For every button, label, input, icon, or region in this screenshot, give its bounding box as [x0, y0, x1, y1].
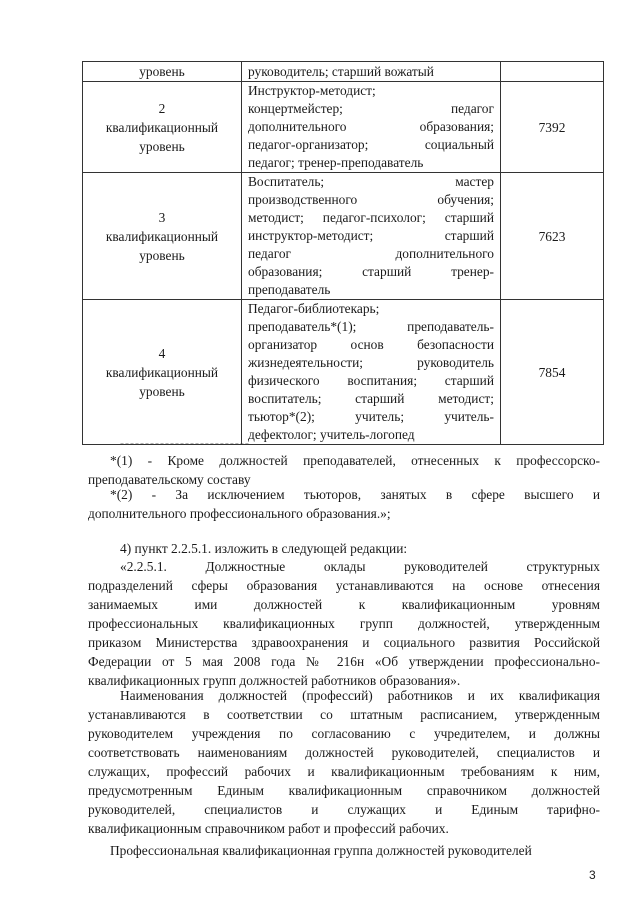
- positions-line: преподаватель: [248, 282, 331, 297]
- table-row: [83, 173, 604, 300]
- paragraph: [88, 686, 600, 838]
- positions-cell: [242, 62, 501, 82]
- paragraph-line: «2.2.5.1. Должностные оклады руководителей структурных: [120, 559, 600, 574]
- footnote-1-line: *(1) - Кроме должностей преподавателей, отнесенных к профессорско-: [110, 453, 600, 468]
- level-cell: [83, 173, 242, 300]
- paragraph-line: руководителей, специалистов и служащих и Единым тарифно-: [88, 802, 600, 817]
- level-line: квалификационный: [105, 364, 219, 380]
- page-number: 3: [589, 868, 596, 882]
- paragraph-line: соответствовать наименованиям должностей руководителей, специалистов и: [88, 745, 600, 760]
- positions-line: Педагог-библиотекарь;: [248, 301, 380, 316]
- level-line: уровень: [139, 138, 185, 154]
- salary-cell: 7854: [501, 300, 604, 445]
- positions-line: производственного обучения;: [248, 192, 494, 207]
- table-row: [83, 82, 604, 173]
- positions-line: педагог дополнительного: [248, 246, 494, 261]
- paragraph: [88, 557, 600, 690]
- footnote-2-line: дополнительного профессионального образования.»;: [88, 506, 391, 521]
- level-line: уровень: [139, 64, 185, 79]
- paragraph-line: руководителем учреждения по согласованию с учредителем, и должны: [88, 726, 600, 741]
- level-cell: [83, 62, 242, 82]
- level-cell: [83, 300, 242, 445]
- positions-line: организатор основ безопасности: [248, 337, 494, 352]
- level-line: квалификационный: [105, 119, 219, 135]
- positions-line: воспитатель; старший методист;: [248, 391, 494, 406]
- table-row: [83, 62, 604, 82]
- section-heading: Профессиональная квалификационная группа должностей руководителей: [110, 843, 532, 858]
- table-row: [83, 300, 604, 445]
- salary-cell: 7392: [501, 82, 604, 173]
- level-line: уровень: [139, 247, 185, 263]
- paragraph-line: Наименования должностей (профессий) работников и их квалификация: [120, 688, 600, 703]
- salary-cell: [501, 62, 604, 82]
- positions-line: педагог; тренер-преподаватель: [248, 155, 424, 170]
- positions-line: Инструктор-методист;: [248, 83, 376, 98]
- paragraph-line: устанавливаются в соответствии со штатным расписанием, утвержденным: [88, 707, 600, 722]
- positions-cell: [242, 300, 501, 445]
- positions-line: концертмейстер; педагог: [248, 101, 494, 116]
- level-line: квалификационный: [105, 228, 219, 244]
- positions-line: методист; педагог-психолог; старший: [248, 210, 494, 225]
- paragraph-line: квалификационных групп должностей работников образования».: [88, 673, 461, 688]
- level-number: 2: [158, 100, 166, 116]
- level-number: 3: [158, 209, 166, 225]
- positions-line: дефектолог; учитель-логопед: [248, 427, 415, 442]
- level-number: 4: [158, 345, 166, 361]
- paragraph-line: предусмотренным Единым квалификационным справочником должностей: [88, 783, 600, 798]
- paragraph-line: приказом Министерства здравоохранения и социального развития Российской: [88, 635, 600, 650]
- footnote-1-line: преподавательскому составу: [88, 472, 251, 487]
- positions-line: дополнительного образования;: [248, 119, 494, 134]
- positions-line: образования; старший тренер-: [248, 264, 494, 279]
- salary-cell: 7623: [501, 173, 604, 300]
- positions-line: физического воспитания; старший: [248, 373, 494, 388]
- positions-line: руководитель; старший вожатый: [248, 63, 434, 79]
- paragraph-line: служащих, профессий рабочих и квалификационным требованиям к ним,: [88, 764, 600, 779]
- positions-line: педагог-организатор; социальный: [248, 137, 494, 152]
- paragraph-line: занимаемых ими должностей к квалификационным уровням: [88, 597, 600, 612]
- positions-cell: [242, 82, 501, 173]
- paragraph-line: квалификационным справочником работ и профессий рабочих.: [88, 821, 449, 836]
- paragraph-line: профессиональных квалификационных групп должностей, утвержденным: [88, 616, 600, 631]
- positions-line: преподаватель*(1); преподаватель-: [248, 319, 494, 334]
- positions-line: тьютор*(2); учитель; учитель-: [248, 409, 494, 424]
- qualification-table: [82, 61, 604, 445]
- paragraph-line: подразделений сферы образования устанавливаются на основе отнесения: [88, 578, 600, 593]
- amendment-item: 4) пункт 2.2.5.1. изложить в следующей редакции:: [120, 541, 408, 556]
- positions-line: инструктор-методист; старший: [248, 228, 494, 243]
- level-line: уровень: [139, 383, 185, 399]
- footnote-separator: --------------------------: [120, 436, 250, 450]
- level-cell: [83, 82, 242, 173]
- footnote-2-line: *(2) - За исключением тьюторов, занятых в сфере высшего и: [110, 487, 600, 502]
- paragraph-line: Федерации от 5 мая 2008 года № 216н «Об утверждении профессионально-: [88, 654, 600, 669]
- positions-line: Воспитатель; мастер: [248, 174, 494, 189]
- positions-cell: [242, 173, 501, 300]
- positions-line: жизнедеятельности; руководитель: [248, 355, 494, 370]
